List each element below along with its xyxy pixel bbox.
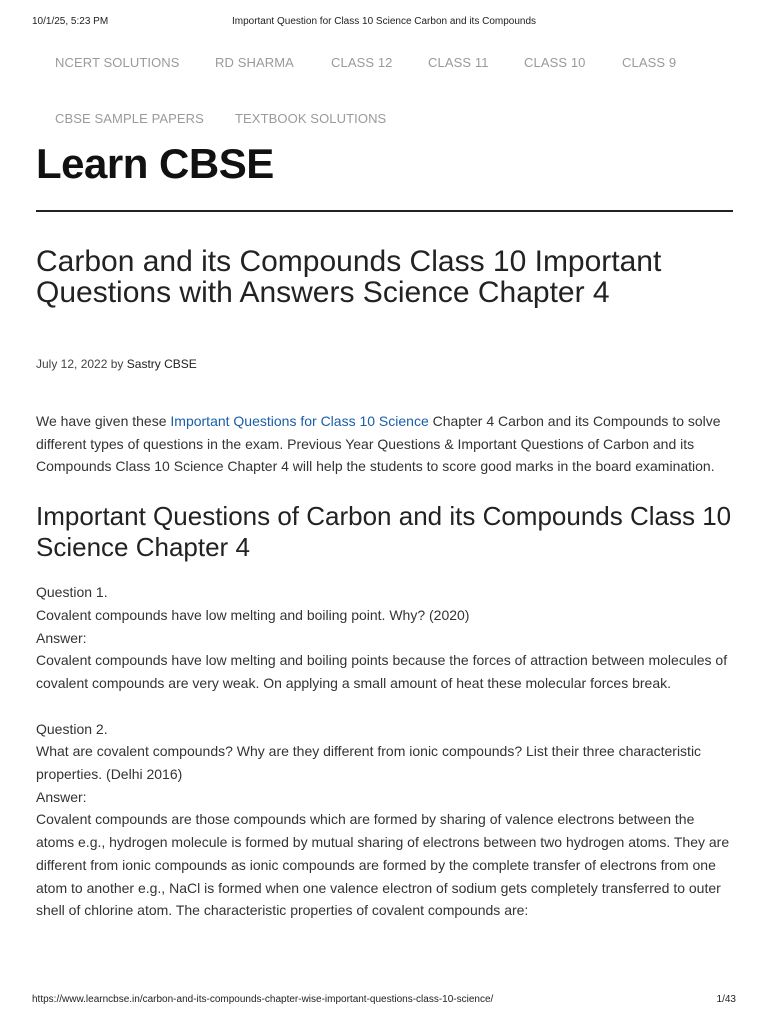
post-author[interactable]: Sastry CBSE [126, 357, 197, 371]
post-content [36, 410, 736, 922]
nav-item-cbse-sample-papers[interactable]: CBSE SAMPLE PAPERS [55, 111, 204, 126]
print-page-number: 1/43 [716, 994, 736, 1005]
nav-item-rd-sharma[interactable]: RD SHARMA [215, 55, 294, 70]
answer-2-label: Answer: [36, 788, 87, 805]
nav-item-ncert-solutions[interactable]: NCERT SOLUTIONS [55, 55, 180, 70]
print-footer [32, 994, 736, 1008]
answer-1-text: Covalent compounds have low melting and boiling points because the forces of attraction between molecules of covalent compounds are very weak. On applying a small amount of heat these molecular forces break. [36, 652, 728, 691]
nav-item-textbook-solutions[interactable]: TEXTBOOK SOLUTIONS [235, 111, 387, 126]
answer-2-text: Covalent compounds are those compounds which are formed by sharing of valence electrons between the atoms e.g., hydrogen molecule is formed by mutual sharing of electrons between two hydrogen atoms. They are different from ionic compounds as ionic compounds are formed by the complete transfer of electrons from one atom to another e.g., NaCl is formed when one valence electron of sodium gets completely transferred to outer shell of chlorine atom. The characteristic properties of covalent compounds are: [36, 811, 730, 919]
answer-1-label: Answer: [36, 629, 87, 646]
intro-text-after-link: Chapter 4 Carbon and its Compounds to solve different types of questions in the exam. Previous Year Questions & Important Questions of Carbon and its Compounds Class 10 Science Chapter 4 will help the students to score good marks in the board examination. [36, 413, 721, 475]
intro-text-before-link: We have given these [36, 413, 171, 429]
print-url: https://www.learncbse.in/carbon-and-its-compounds-chapter-wise-important-questions-class-10-science/ [32, 994, 494, 1005]
question-2-text: What are covalent compounds? Why are they different from ionic compounds? List their three characteristic properties. (Delhi 2016) [36, 743, 702, 783]
question-1-label: Question 1. [36, 584, 108, 601]
print-header [32, 16, 736, 30]
nav-item-class-9[interactable]: CLASS 9 [622, 55, 677, 70]
question-2-label: Question 2. [36, 720, 108, 737]
question-1-text: Covalent compounds have low melting and boiling point. Why? (2020) [36, 606, 470, 623]
section-heading: Important Questions of Carbon and its Compounds Class 10 Science Chapter 4 [36, 501, 732, 563]
important-questions-link[interactable]: Important Questions for Class 10 Science [170, 413, 429, 429]
print-page-title: Important Question for Class 10 Science Carbon and its Compounds [231, 16, 537, 27]
byline-by: by [110, 357, 124, 371]
nav-item-class-10[interactable]: CLASS 10 [524, 55, 586, 70]
header-divider [36, 210, 733, 212]
nav-item-class-11[interactable]: CLASS 11 [428, 55, 489, 70]
site-title[interactable]: Learn CBSE [36, 140, 274, 187]
post-title: Carbon and its Compounds Class 10 Important Questions with Answers Science Chapter 4 [36, 245, 662, 309]
print-date: 10/1/25, 5:23 PM [32, 16, 109, 27]
post-byline [36, 357, 197, 371]
post-date: July 12, 2022 [36, 357, 108, 371]
intro-paragraph [36, 410, 736, 478]
nav-item-class-12[interactable]: CLASS 12 [331, 55, 393, 70]
